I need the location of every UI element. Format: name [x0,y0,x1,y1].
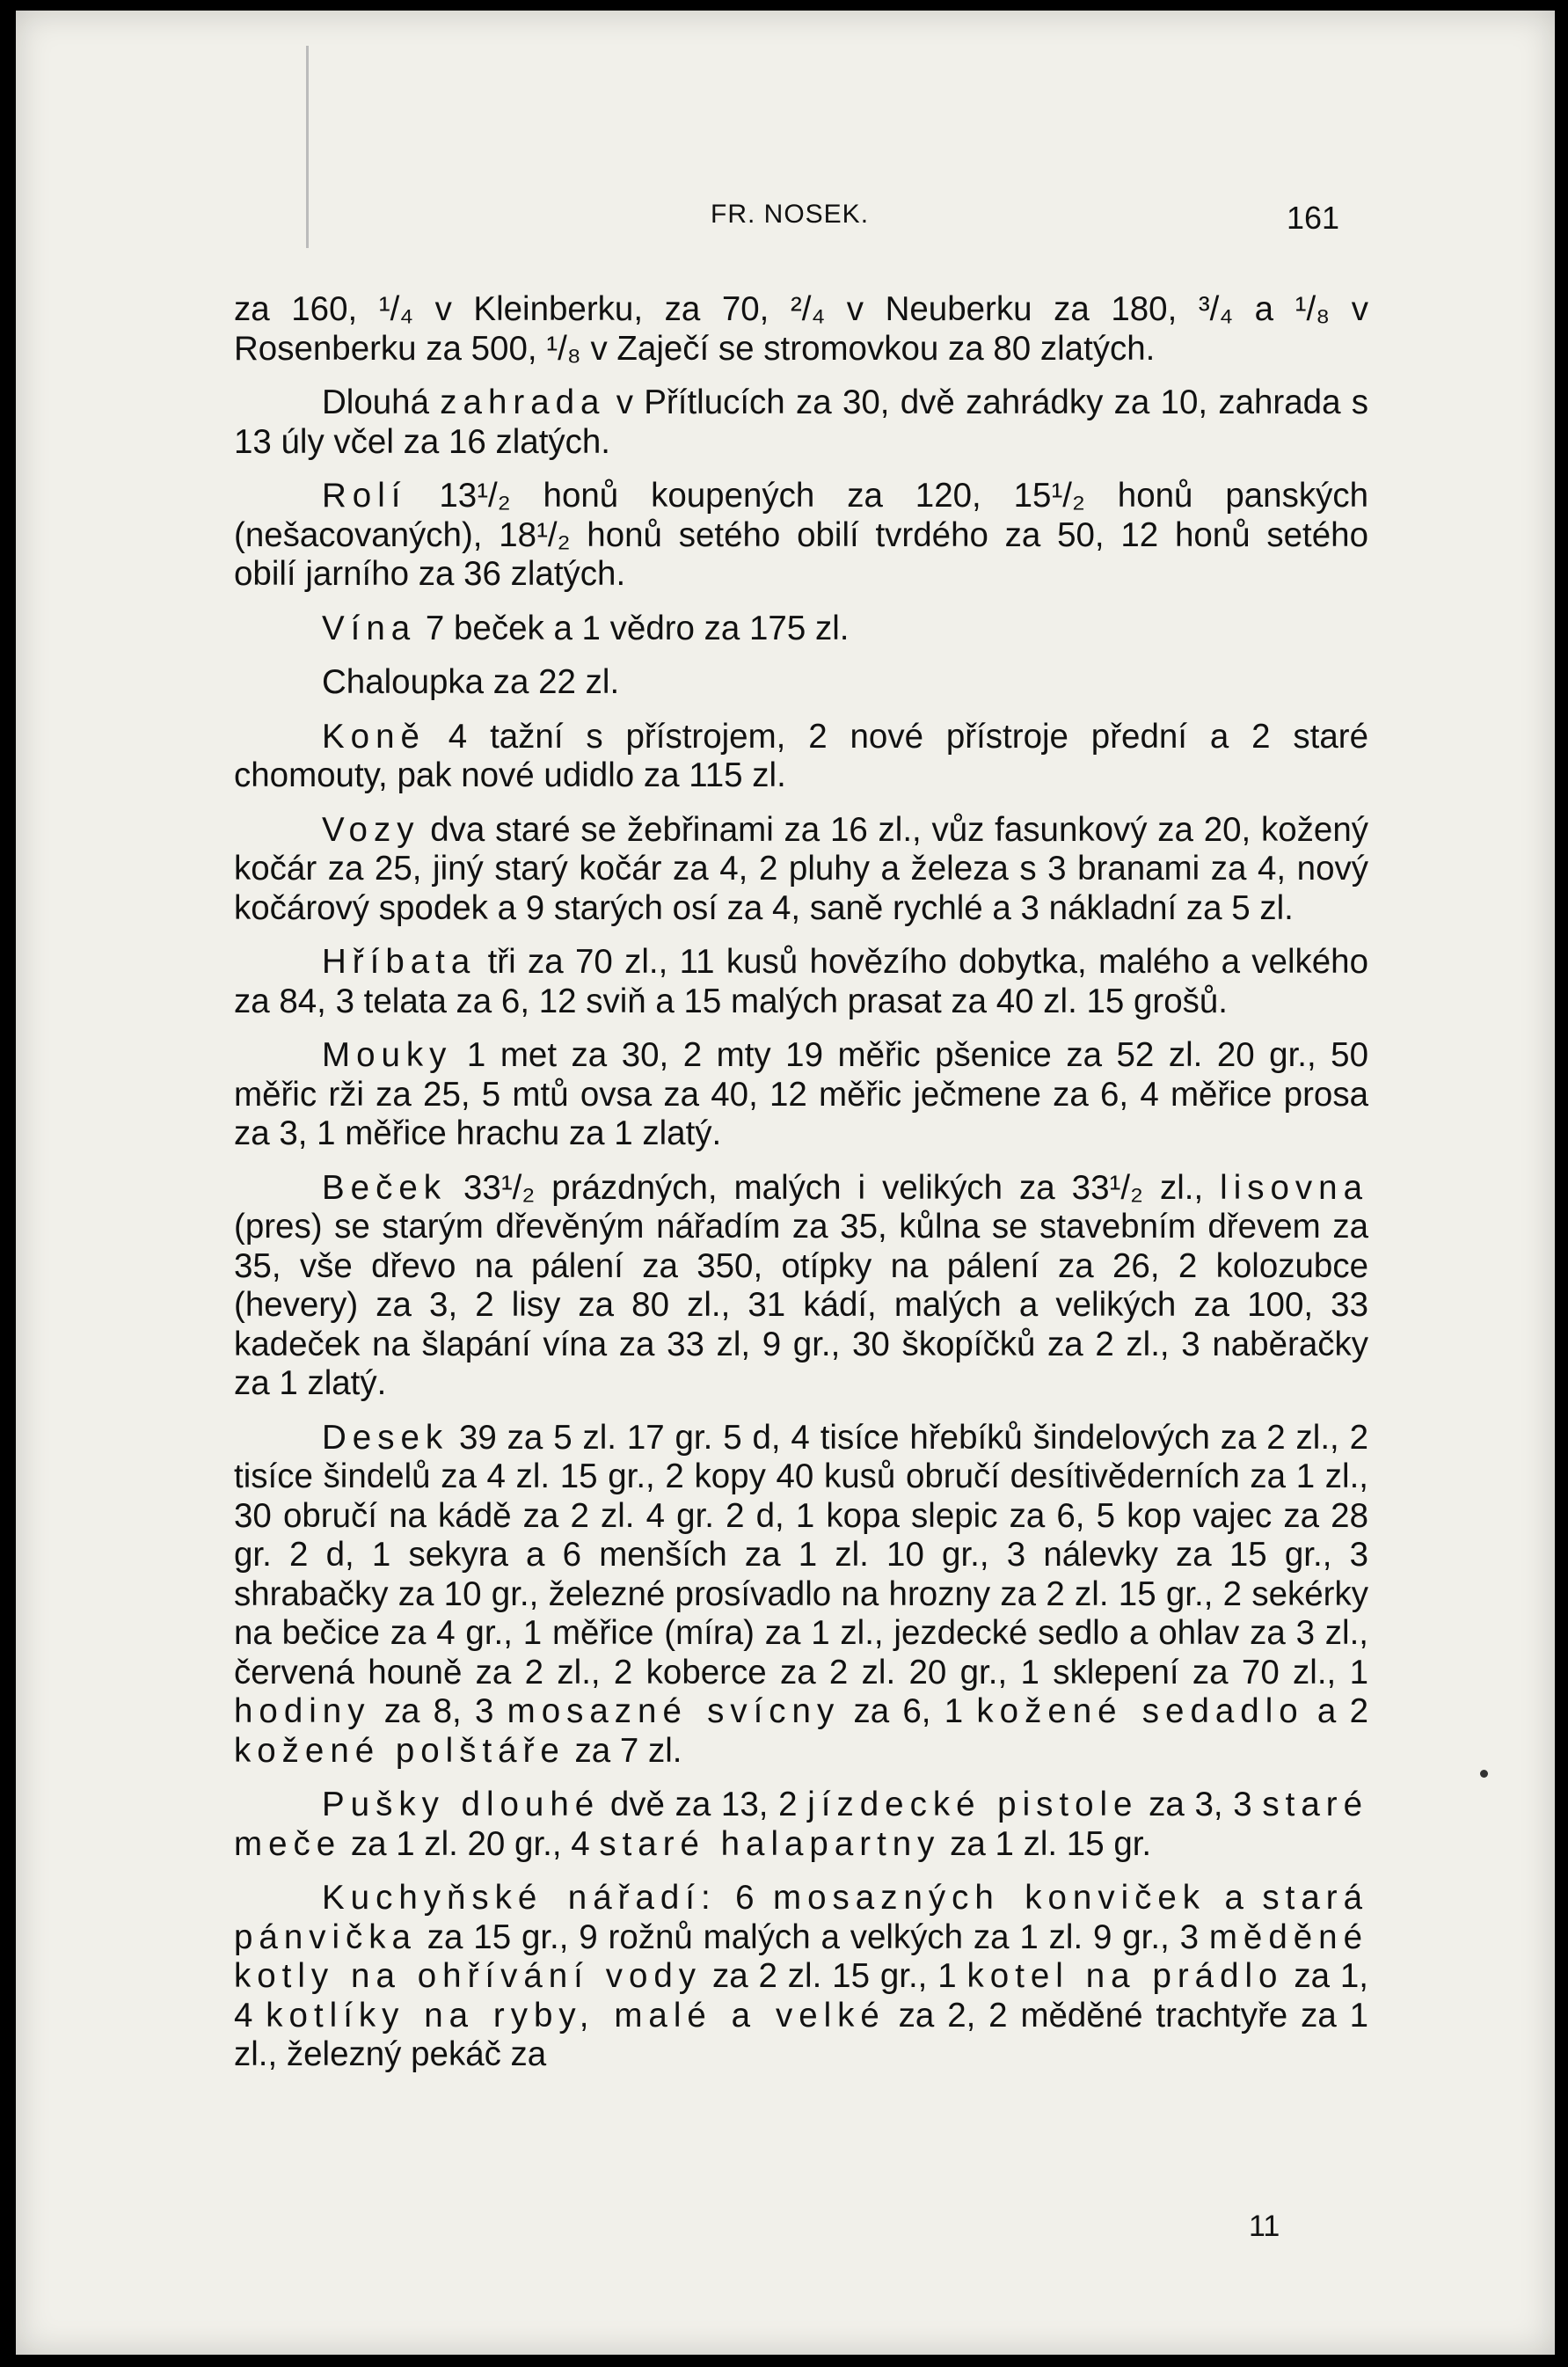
paragraph [234,477,1368,595]
text-run: 4 tažní s přístrojem, 2 nové přístroje přední a 2 staré chomouty, pak nové udidlo za 115 zl. [234,717,1368,794]
text-run: za 160, ¹/₄ v Kleinberku, za 70, ²/₄ v Neuberku za 180, ³/₄ a ¹/₈ v Rosenberku za 500, ¹/₈ v Zaječí se stromovkou za 80 zlatých. [234,290,1368,368]
paragraph [234,663,1368,703]
text-run: za 1 zl. 15 gr. [940,1824,1152,1863]
paragraph [234,1786,1368,1864]
spaced-term: zahrada [440,384,606,421]
paragraph [234,1419,1368,1772]
spaced-term: mosazných konviček [773,1879,1207,1917]
text-run: 39 za 5 zl. 17 gr. 5 d, 4 tisíce hřebíků šindelových za 2 zl., 2 tisíce šindelů za 4 zl. 15 gr., 2 kopy 40 kusů obručí desítivěderních za 1 zl., 30 obručí na kádě za 2 zl. 4 gr. 2 d, 1 kopa slepic za 6, 5 kop vajec za 28 gr. 2 d, 1 sekyra a 6 menších za 1 zl. 10 gr., 3 nálevky za 15 gr., 3 shrabačky za 10 gr., železné prosívadlo na hrozny za 2 zl. 15 gr., 2 sekérky na bečice za 4 gr., 1 měřice (míra) za 1 zl., jezdecké sedlo a ohlav za 3 zl., červená houně za 2 zl., 2 koberce za 2 zl. 20 gr., 1 sklepení za 70 zl., 1 [234,1418,1368,1691]
page-header [16,200,1555,252]
paragraph [234,943,1368,1021]
spaced-term: jízdecké pistole [807,1786,1139,1823]
spaced-term: Vozy [322,810,420,849]
text-run: (pres) se starým dřevěným nářadím za 35, kůlna se stavebním dřevem za 35, vše dřevo na pálení za 350, otípky na pálení za 26, 2 kolozubce (hevery) za 3, 2 lisy za 80 zl., 31 kádí, malých a velikých za 100, 33 kadeček na šlapání vína za 33 zl, 9 gr., 30 škopíčků za 2 zl., 3 naběračky za 1 zlatý. [234,1208,1368,1402]
spaced-term: Vína [322,609,417,647]
page-number: 161 [1287,200,1340,236]
paragraph [234,811,1368,929]
spaced-term: Beček [322,1168,448,1207]
spaced-term: kotlíky na ryby, malé a velké [266,1996,886,2035]
text-run: za 15 gr., 9 rožnů malých a velkých za 1 zl. 9 gr., 3 [416,1918,1209,1956]
text-run: za 1 zl. 20 gr., 4 [341,1824,600,1863]
text-run: za 8, 3 [370,1692,507,1730]
text-run: Chaloupka za 22 zl. [322,663,620,701]
spaced-term: hodiny [234,1692,371,1730]
text-run: Dlouhá [322,384,441,421]
paragraph [234,290,1368,369]
text-run: za 2, 2 měděné trachtyře za 1 zl., železný pekáč za [234,1996,1368,2073]
body-text [234,290,1368,2090]
spaced-term: stará pánvička [234,1879,1368,1956]
spaced-term: kotel na prádlo [966,1957,1284,1995]
text-run: 33¹/₂ prázdných, malých i velikých za 33¹/₂ zl., [447,1168,1221,1207]
spaced-term: Pušky dlouhé [322,1786,601,1823]
spaced-term: kožené sedadlo [976,1692,1304,1730]
paragraph [234,384,1368,462]
paragraph [234,1879,1368,2075]
spaced-term: Koně [322,717,426,756]
spaced-term: lisovna [1220,1168,1368,1207]
text-run: za 3, 3 [1138,1786,1263,1823]
text-run: v Přítlucích za 30, dvě zahrádky za 10, zahrada s 13 úly včel za 16 zlatých. [234,384,1369,461]
text-run: za 1, 4 [234,1957,1368,2035]
spaced-term: staré halapartny [599,1824,941,1863]
text-run: dva staré se žebřinami za 16 zl., vůz fasunkový za 20, kožený kočár za 25, jiný starý kočár za 4, 2 pluhy a železa s 3 branami za 4, nový kočárový spodek a 9 starých osí za 4, saně rychlé a 3 nákladní za 5 zl. [234,810,1368,927]
paragraph [234,610,1368,649]
text-run: 13¹/₂ honů koupených za 120, 15¹/₂ honů panských (nešacovaných), 18¹/₂ honů setého obilí tvrdého za 50, 12 honů setého obilí jarního za 36 zlatých. [234,477,1368,593]
text-run: za 6, 1 [840,1692,977,1730]
text-run: za 7 zl. [565,1731,682,1770]
text-run: za 2 zl. 15 gr., 1 [702,1957,967,1995]
stray-dot [1480,1770,1488,1778]
running-head: FR. NOSEK. [711,200,870,229]
signature-mark: 11 [1249,2210,1280,2243]
text-run: 7 beček a 1 vědro za 175 zl. [416,609,850,647]
spaced-term: Desek [322,1418,449,1457]
text-run: 1 met za 30, 2 mty 19 měřic pšenice za 52 zl. 20 gr., 50 měřic rži za 25, 5 mtů ovsa za 40, 12 měřic ječmene za 6, 4 měřice prosa za 3, 1 měřice hrachu za 1 zlatý. [234,1036,1368,1152]
text-run: a 2 [1303,1692,1368,1730]
spaced-term: Rolí [322,477,407,515]
spaced-term: měděné kotly na ohřívání vody [234,1918,1368,1995]
text-run: a [1206,1879,1263,1917]
paragraph [234,718,1368,796]
page [16,11,1555,2355]
text-run: 6 [716,1879,774,1917]
spaced-term: Hříbata [322,943,477,981]
text-run: dvě za 13, 2 [600,1786,808,1823]
spaced-term: kožené polštáře [234,1731,565,1770]
spaced-term: staré meče [234,1786,1368,1863]
paragraph [234,1036,1368,1154]
spaced-term: Mouky [322,1036,453,1074]
spaced-term: Kuchyňské nářadí: [322,1879,717,1917]
text-run: tři za 70 zl., 11 kusů hovězího dobytka, malého a velkého za 84, 3 telata za 6, 12 sviň a 15 malých prasat za 40 zl. 15 grošů. [234,943,1368,1020]
spaced-term: mosazné svícny [507,1692,841,1730]
paragraph [234,1169,1368,1404]
